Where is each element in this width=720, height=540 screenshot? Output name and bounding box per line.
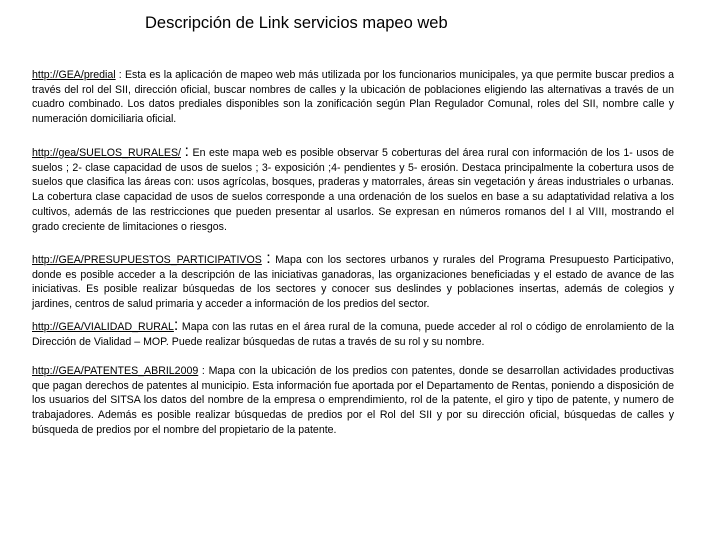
page-title: Descripción de Link servicios mapeo web (145, 14, 448, 32)
link-predial[interactable]: http://GEA/predial (32, 69, 116, 81)
link-presupuestos-participativos[interactable]: http://GEA/PRESUPUESTOS_PARTICIPATIVOS (32, 254, 262, 266)
service-description-patentes (32, 364, 674, 438)
separator: : (173, 317, 179, 334)
description-text: Esta es la aplicación de mapeo web más utilizada por los funcionarios municipales, ya que permite buscar predios a través del rol del SII, dirección oficial, buscar nombres de calles y la ubicación de poblaciones eligiendo las alternativas a través de un cuadro combinado. Los datos prediales disponibles son la zonificación según Plan Regulador Comunal, roles del SII, nombre calle y numeración domiciliaria oficial. (32, 69, 674, 126)
link-vialidad-rural[interactable]: http://GEA/VIALIDAD_RURAL (32, 321, 174, 333)
service-description-predial (32, 68, 674, 127)
separator: : (266, 250, 271, 267)
description-text: Mapa con la ubicación de los predios con patentes, donde se desarrollan actividades productivas que pagan derechos de patentes al municipio. Esta información fue aportada por el Departamento de Rentas, poniendo a disposición de los usuarios del SITSA los datos del nombre de la empresa o emprendimiento, rol de la patente, el giro y tipo de patente, y numero de trabajadores. Además es posible realizar búsquedas de predios por el Rol del SII y por su dirección oficial, búsquedas de calles y búsqueda de predios por el nombre del propietario de la patente. (32, 365, 674, 436)
service-description-vialidad (32, 317, 674, 349)
separator: : (115, 69, 125, 81)
service-description-suelos-rurales (32, 143, 674, 234)
description-text: Mapa con las rutas en el área rural de la comuna, puede acceder al rol o código de enrolamiento de la Dirección de Vialidad – MOP. Puede realizar búsquedas de rutas a través de su rol y su nombre. (32, 321, 674, 348)
link-suelos-rurales[interactable]: http://gea/SUELOS_RURALES/ (32, 147, 181, 159)
description-text: En este mapa web es posible observar 5 coberturas del área rural con información de los 1- usos de suelos ; 2- clase capacidad de usos de suelos ; 3- exposición ;4- pendientes y 5- erosión. Destaca principalmente la cobertura usos de suelos que clasifica las áreas con: usos agrícolas, bosques, praderas y matorrales, áreas sin vegetación y áreas industriales o urbanas. La cobertura clase capacidad de usos de suelos corresponde a una ordenación de los suelos en base a su adaptatividad relativa a los cultivos, además de las restricciones que pueden presentar al usarlos. Se expresan en números romanos del I al VIII, mostrando el grado creciente de limitaciones o riesgos. (32, 147, 674, 233)
description-text: Mapa con los sectores urbanos y rurales del Programa Presupuesto Participativo, donde es posible acceder a la descripción de las iniciativas ganadoras, las organizaciones beneficiadas y el estado de avance de las iniciativas. Es posible realizar búsquedas de los sectores y conocer sus deslindes y poblaciones insertas, además de colegios y jardines, centros de salud primaria y acceder a información de los predios del sector. (32, 254, 674, 311)
link-patentes[interactable]: http://GEA/PATENTES_ABRIL2009 (32, 365, 199, 377)
service-description-presupuestos (32, 250, 674, 312)
separator: : (198, 365, 209, 377)
separator: : (184, 143, 189, 160)
